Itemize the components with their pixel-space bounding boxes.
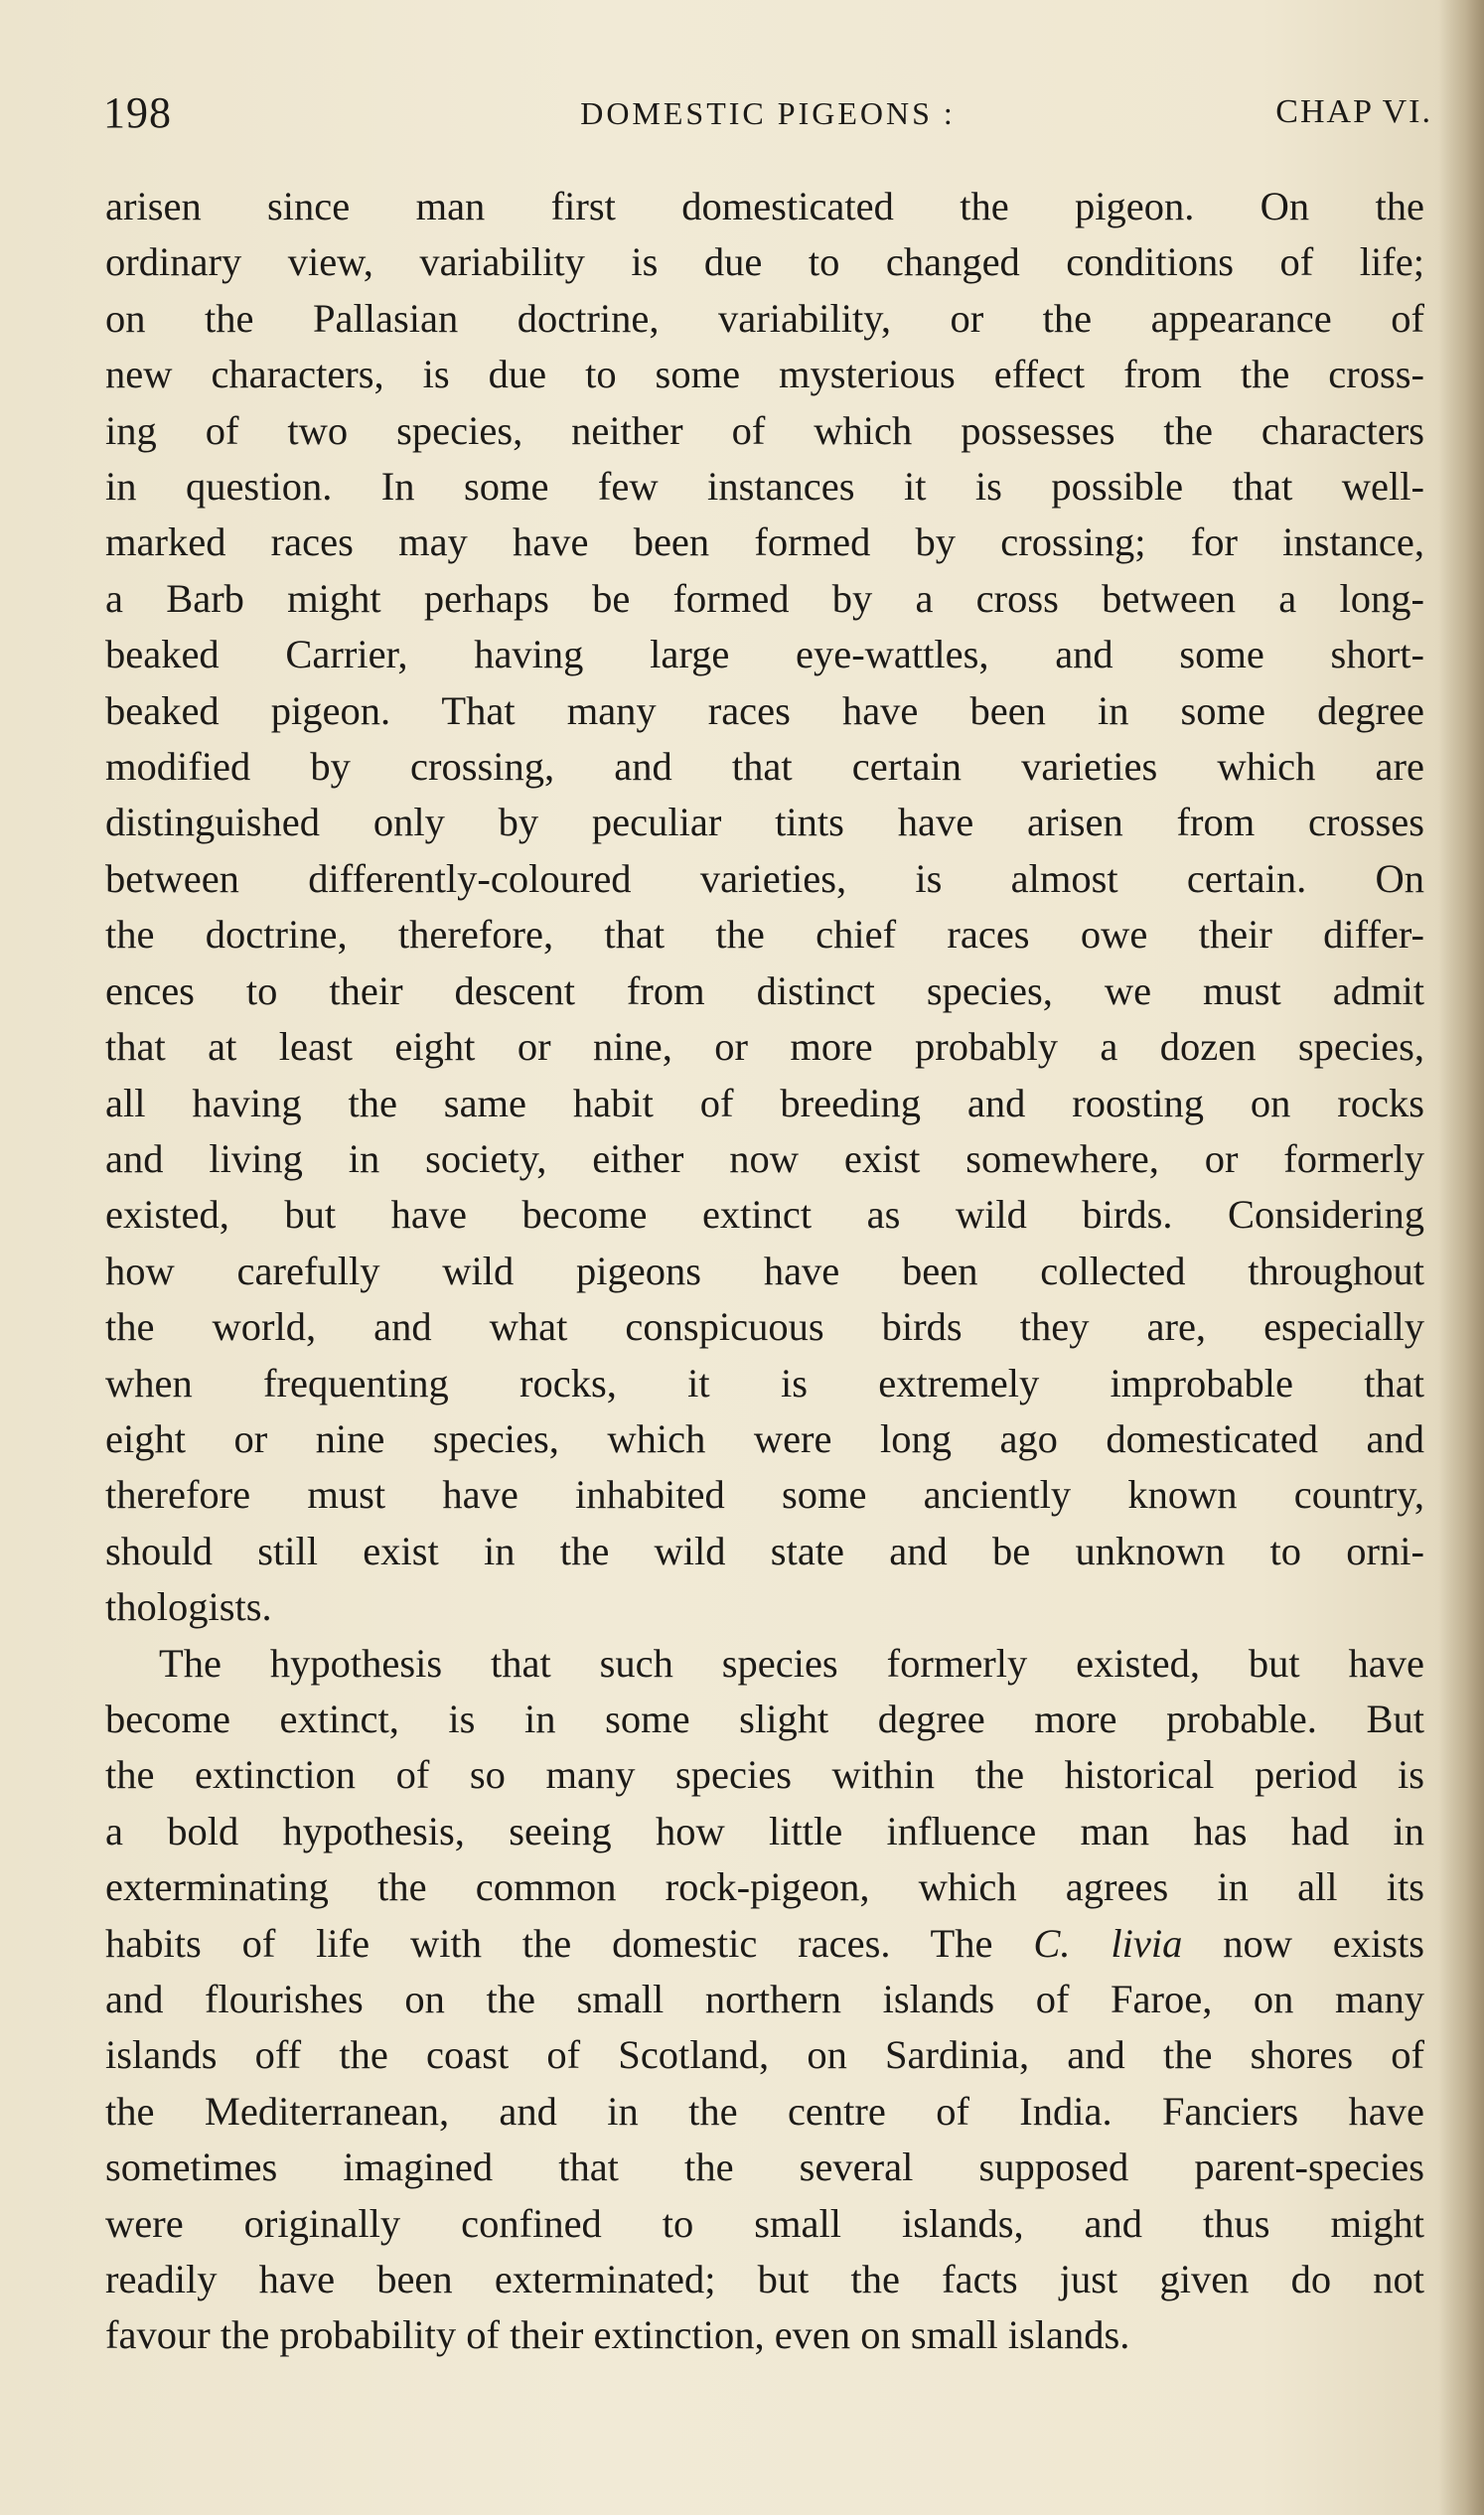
- text-line: sometimes imagined that the several supposed parent-species: [105, 2145, 1424, 2190]
- chapter-reference: CHAP VI.: [1275, 93, 1432, 130]
- paragraph-1: [105, 179, 1424, 1636]
- text-line: beaked pigeon. That many races have been in some degree: [105, 687, 1424, 733]
- page-edge-shadow: [1438, 0, 1484, 2515]
- text-line: marked races may have been formed by crossing; for instance,: [105, 519, 1424, 565]
- text-line: existed, but have become extinct as wild birds. Considering: [105, 1192, 1424, 1238]
- text-line: eight or nine species, which were long ago domesticated and: [105, 1415, 1424, 1461]
- text-line: on the Pallasian doctrine, variability, or the appearance of: [105, 295, 1424, 341]
- text-line: favour the probability of their extinction, even on small islands.: [105, 2312, 1130, 2358]
- paragraph-2: [105, 1636, 1424, 2364]
- text-line: the doctrine, therefore, that the chief races owe their differ-: [105, 912, 1424, 958]
- text-line: a bold hypothesis, seeing how little influence man has had in: [105, 1808, 1424, 1853]
- text-line: therefore must have inhabited some anciently known country,: [105, 1472, 1424, 1518]
- text-line: should still exist in the wild state and be unknown to orni-: [105, 1528, 1424, 1573]
- text-line: readily have been exterminated; but the facts just given do not: [105, 2257, 1424, 2302]
- text-line: all having the same habit of breeding and roosting on rocks: [105, 1080, 1424, 1125]
- text-line: become extinct, is in some slight degree more probable. But: [105, 1696, 1424, 1741]
- text-line: how carefully wild pigeons have been collected throughout: [105, 1248, 1424, 1293]
- running-title: DOMESTIC PIGEONS :: [580, 95, 956, 131]
- text-line: when frequenting rocks, it is extremely improbable that: [105, 1360, 1424, 1405]
- text-line: that at least eight or nine, or more probably a dozen species,: [105, 1024, 1424, 1070]
- text-line-with-italic: [105, 1916, 1424, 1972]
- text-line: between differently-coloured varieties, is almost certain. On: [105, 855, 1424, 901]
- text-line: the Mediterranean, and in the centre of India. Fanciers have: [105, 2088, 1424, 2134]
- body-text: [105, 179, 1424, 2364]
- text-line: the world, and what conspicuous birds they are, especially: [105, 1304, 1424, 1350]
- text-line: in question. In some few instances it is possible that well-: [105, 464, 1424, 510]
- text-line: the extinction of so many species within the historical period is: [105, 1752, 1424, 1798]
- text-line: beaked Carrier, having large eye-wattles, and some short-: [105, 632, 1424, 677]
- text-line: distinguished only by peculiar tints have arisen from crosses: [105, 800, 1424, 845]
- text-line: a Barb might perhaps be formed by a cross between a long-: [105, 575, 1424, 621]
- text-line: The hypothesis that such species formerly existed, but have: [159, 1640, 1424, 1686]
- text-line: and flourishes on the small northern islands of Faroe, on many: [105, 1977, 1424, 2021]
- text-segment: now exists: [1223, 1920, 1425, 1966]
- running-header: [103, 87, 1432, 147]
- species-name-italic: C. livia: [1033, 1920, 1183, 1966]
- text-line: ordinary view, variability is due to changed conditions of life;: [105, 239, 1424, 285]
- text-line: were originally confined to small islands, and thus might: [105, 2200, 1424, 2246]
- text-line: ences to their descent from distinct species, we must admit: [105, 967, 1424, 1013]
- text-line: islands off the coast of Scotland, on Sardinia, and the shores of: [105, 2032, 1424, 2078]
- text-line: arisen since man first domesticated the pigeon. On the: [105, 184, 1424, 228]
- text-line: ing of two species, neither of which possesses the characters: [105, 407, 1424, 453]
- text-segment: habits of life with the domestic races. The: [105, 1920, 993, 1966]
- text-line: exterminating the common rock-pigeon, which agrees in all its: [105, 1864, 1424, 1910]
- text-line: modified by crossing, and that certain varieties which are: [105, 744, 1424, 790]
- text-line: and living in society, either now exist somewhere, or formerly: [105, 1135, 1424, 1181]
- text-line: thologists.: [105, 1584, 272, 1630]
- page-number: 198: [103, 88, 172, 137]
- text-line: new characters, is due to some mysterious effect from the cross-: [105, 352, 1424, 397]
